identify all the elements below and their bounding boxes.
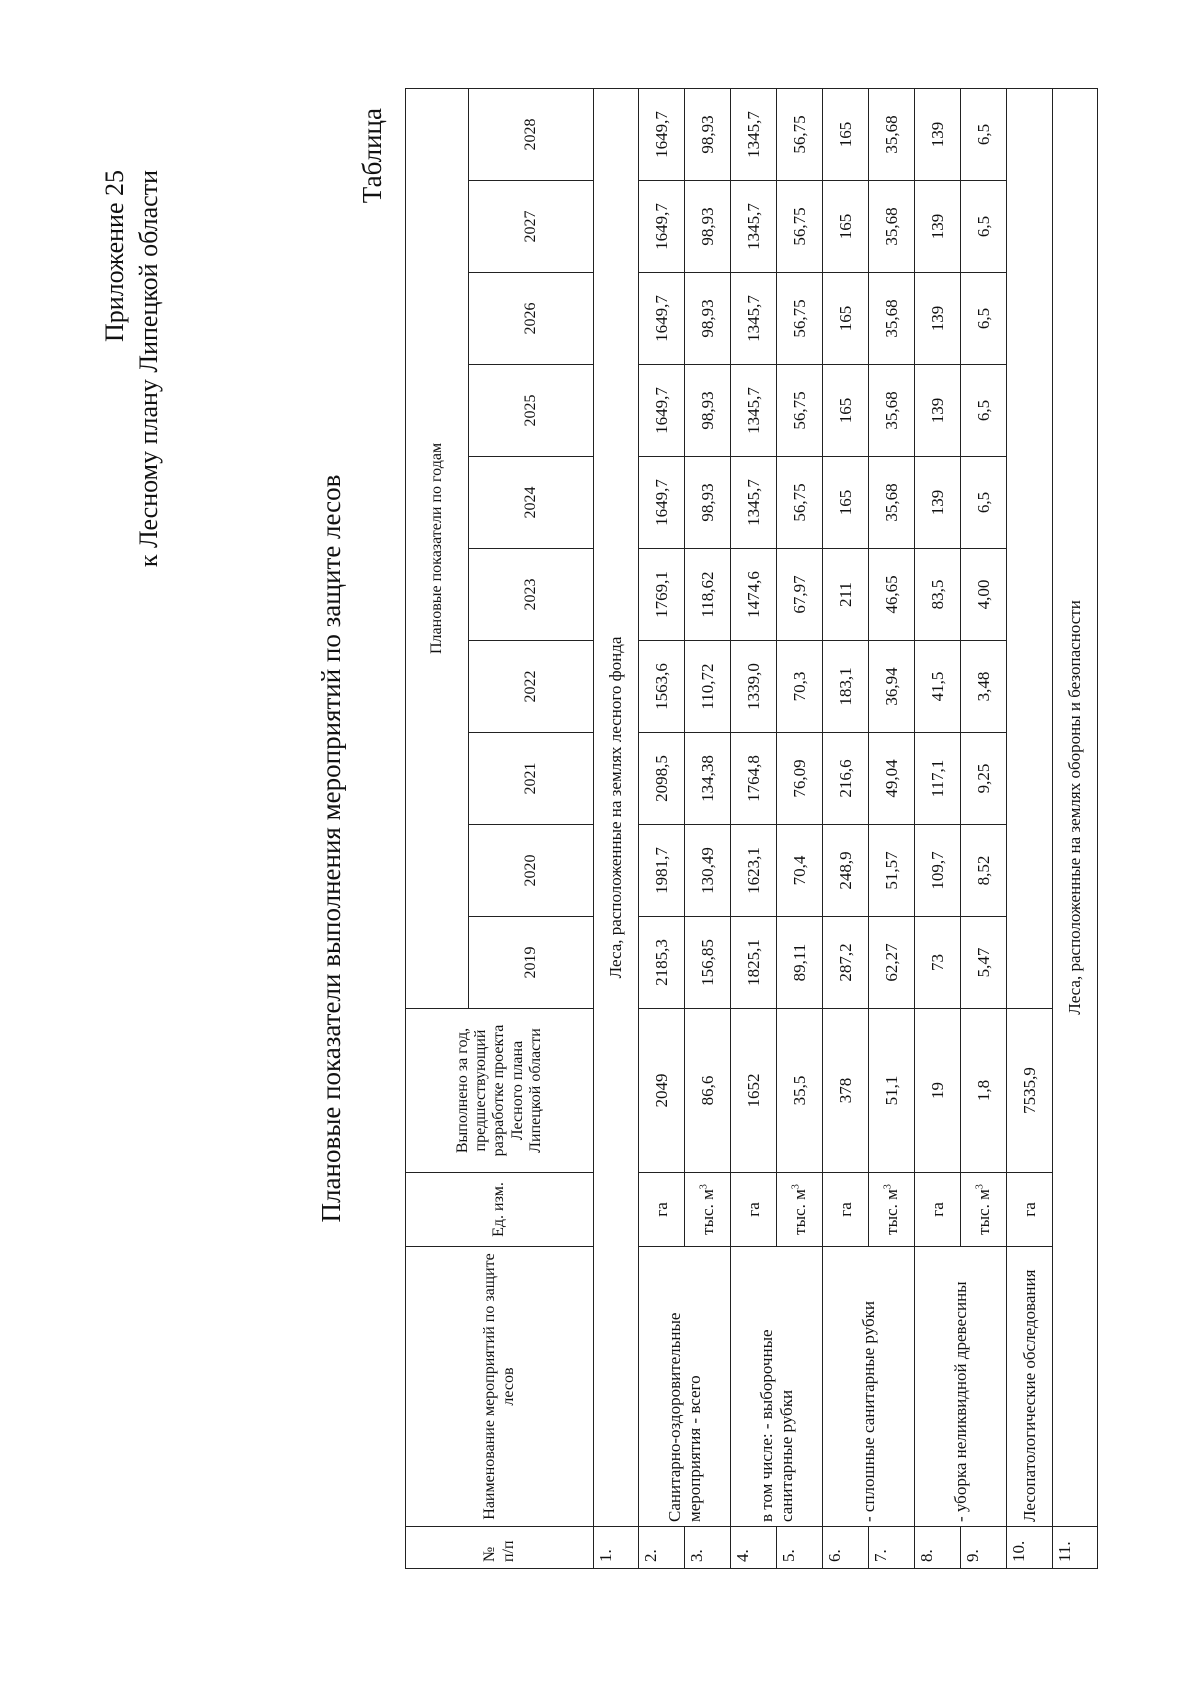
value-cell: 216,6	[823, 733, 869, 825]
value-cell: 76,09	[777, 733, 823, 825]
value-cell: 139	[915, 181, 961, 273]
row-number: 7.	[869, 1527, 915, 1569]
row-number: 1.	[594, 1527, 639, 1569]
value-cell: 1345,7	[731, 457, 777, 549]
value-cell: 165	[823, 181, 869, 273]
value-cell: 1825,1	[731, 917, 777, 1009]
value-cell: 35,68	[869, 181, 915, 273]
value-cell: 6,5	[961, 365, 1007, 457]
measure-name: - сплошные санитарные рубки	[823, 1247, 915, 1527]
value-cell: 6,5	[961, 181, 1007, 273]
header-year: 2027	[469, 181, 594, 273]
table-row	[823, 88, 869, 1568]
value-cell: 6,5	[961, 457, 1007, 549]
value-cell: 1649,7	[639, 457, 685, 549]
value-cell: 139	[915, 365, 961, 457]
done-cell: 7535,9	[1007, 1009, 1053, 1173]
document-title: Плановые показатели выполнения мероприятий по защите лесов	[316, 474, 346, 1223]
empty-values	[1007, 88, 1053, 1008]
table-label: Таблица	[357, 108, 387, 204]
unit-cell: га	[915, 1173, 961, 1247]
table-row	[639, 88, 685, 1568]
value-cell: 9,25	[961, 733, 1007, 825]
unit-cell: тыс. $м^3$	[685, 1173, 731, 1247]
table-row	[731, 88, 777, 1568]
value-cell: 51,57	[869, 825, 915, 917]
value-cell: 2185,3	[639, 917, 685, 1009]
measure-name: в том числе: - выборочные санитарные рубки	[731, 1247, 823, 1527]
section-label: Леса, расположенные на землях обороны и безопасности	[1053, 88, 1098, 1526]
done-cell: 2049	[639, 1009, 685, 1173]
row-number: 2.	[639, 1527, 685, 1569]
value-cell: 134,38	[685, 733, 731, 825]
done-cell: 1,8	[961, 1009, 1007, 1173]
value-cell: 1649,7	[639, 88, 685, 180]
unit-cell: тыс. $м^3$	[777, 1173, 823, 1247]
value-cell: 98,93	[685, 181, 731, 273]
value-cell: 98,93	[685, 88, 731, 180]
header-year: 2028	[469, 88, 594, 180]
value-cell: 67,97	[777, 549, 823, 641]
value-cell: 62,27	[869, 917, 915, 1009]
value-cell: 56,75	[777, 365, 823, 457]
value-cell: 287,2	[823, 917, 869, 1009]
value-cell: 35,68	[869, 365, 915, 457]
forest-protection-table	[405, 88, 1098, 1569]
value-cell: 3,48	[961, 641, 1007, 733]
header-name: Наименование мероприятий по защите лесов	[406, 1247, 594, 1527]
value-cell: 110,72	[685, 641, 731, 733]
header-year: 2022	[469, 641, 594, 733]
value-cell: 98,93	[685, 365, 731, 457]
done-cell: 86,6	[685, 1009, 731, 1173]
header-year: 2019	[469, 917, 594, 1009]
header-year: 2023	[469, 549, 594, 641]
unit-cell: га	[639, 1173, 685, 1247]
value-cell: 73	[915, 917, 961, 1009]
value-cell: 56,75	[777, 88, 823, 180]
done-cell: 1652	[731, 1009, 777, 1173]
measure-name: Лесопатологические обследования	[1007, 1247, 1053, 1527]
done-cell: 19	[915, 1009, 961, 1173]
value-cell: 1649,7	[639, 365, 685, 457]
appendix-number: Приложение 25	[100, 170, 129, 343]
unit-cell: тыс. $м^3$	[961, 1173, 1007, 1247]
value-cell: 36,94	[869, 641, 915, 733]
value-cell: 56,75	[777, 457, 823, 549]
row-number: 6.	[823, 1527, 869, 1569]
value-cell: 130,49	[685, 825, 731, 917]
measure-name: Санитарно-оздоровительные мероприятия - всего	[639, 1247, 731, 1527]
row-number: 5.	[777, 1527, 823, 1569]
done-cell: 51,1	[869, 1009, 915, 1173]
value-cell: 109,7	[915, 825, 961, 917]
value-cell: 139	[915, 88, 961, 180]
table-row	[1007, 88, 1053, 1568]
value-cell: 49,04	[869, 733, 915, 825]
value-cell: 83,5	[915, 549, 961, 641]
value-cell: 6,5	[961, 88, 1007, 180]
unit-cell: га	[823, 1173, 869, 1247]
value-cell: 165	[823, 273, 869, 365]
header-year: 2024	[469, 457, 594, 549]
value-cell: 98,93	[685, 457, 731, 549]
value-cell: 89,11	[777, 917, 823, 1009]
value-cell: 70,3	[777, 641, 823, 733]
row-number: 9.	[961, 1527, 1007, 1569]
value-cell: 1345,7	[731, 88, 777, 180]
row-number: 8.	[915, 1527, 961, 1569]
value-cell: 4,00	[961, 549, 1007, 641]
header-plan: Плановые показатели по годам	[406, 88, 469, 1008]
value-cell: 165	[823, 365, 869, 457]
header-number: № п/п	[406, 1527, 594, 1569]
value-cell: 35,68	[869, 88, 915, 180]
value-cell: 139	[915, 273, 961, 365]
value-cell: 165	[823, 88, 869, 180]
value-cell: 1764,8	[731, 733, 777, 825]
value-cell: 41,5	[915, 641, 961, 733]
appendix-header	[98, 170, 166, 567]
value-cell: 98,93	[685, 273, 731, 365]
value-cell: 6,5	[961, 273, 1007, 365]
value-cell: 211	[823, 549, 869, 641]
value-cell: 5,47	[961, 917, 1007, 1009]
value-cell: 56,75	[777, 273, 823, 365]
value-cell: 35,68	[869, 457, 915, 549]
value-cell: 1345,7	[731, 273, 777, 365]
row-number: 11.	[1053, 1527, 1098, 1569]
value-cell: 118,62	[685, 549, 731, 641]
header-year: 2021	[469, 733, 594, 825]
value-cell: 156,85	[685, 917, 731, 1009]
value-cell: 1345,7	[731, 181, 777, 273]
unit-cell: га	[1007, 1173, 1053, 1247]
value-cell: 1345,7	[731, 365, 777, 457]
done-cell: 35,5	[777, 1009, 823, 1173]
header-year: 2020	[469, 825, 594, 917]
value-cell: 46,65	[869, 549, 915, 641]
value-cell: 70,4	[777, 825, 823, 917]
value-cell: 35,68	[869, 273, 915, 365]
unit-cell: га	[731, 1173, 777, 1247]
header-year: 2026	[469, 273, 594, 365]
value-cell: 2098,5	[639, 733, 685, 825]
value-cell: 1649,7	[639, 181, 685, 273]
value-cell: 8,52	[961, 825, 1007, 917]
row-number: 4.	[731, 1527, 777, 1569]
row-number: 10.	[1007, 1527, 1053, 1569]
header-unit: Ед. изм.	[406, 1173, 594, 1247]
unit-cell: тыс. $м^3$	[869, 1173, 915, 1247]
header-year: 2025	[469, 365, 594, 457]
value-cell: 1563,6	[639, 641, 685, 733]
appendix-reference: к Лесному плану Липецкой области	[134, 170, 163, 568]
row-number: 3.	[685, 1527, 731, 1569]
value-cell: 248,9	[823, 825, 869, 917]
value-cell: 1649,7	[639, 273, 685, 365]
value-cell: 1339,0	[731, 641, 777, 733]
value-cell: 1474,6	[731, 549, 777, 641]
measure-name: - уборка неликвидной древесины	[915, 1247, 1007, 1527]
section-label: Леса, расположенные на землях лесного фонда	[594, 88, 639, 1526]
done-cell: 378	[823, 1009, 869, 1173]
value-cell: 165	[823, 457, 869, 549]
header-done: Выполнено за год, предшествующий разработке проекта Лесного плана Липецкой области	[406, 1009, 594, 1173]
value-cell: 1981,7	[639, 825, 685, 917]
value-cell: 56,75	[777, 181, 823, 273]
value-cell: 1769,1	[639, 549, 685, 641]
value-cell: 183,1	[823, 641, 869, 733]
value-cell: 139	[915, 457, 961, 549]
value-cell: 117,1	[915, 733, 961, 825]
value-cell: 1623,1	[731, 825, 777, 917]
table-row	[915, 88, 961, 1568]
